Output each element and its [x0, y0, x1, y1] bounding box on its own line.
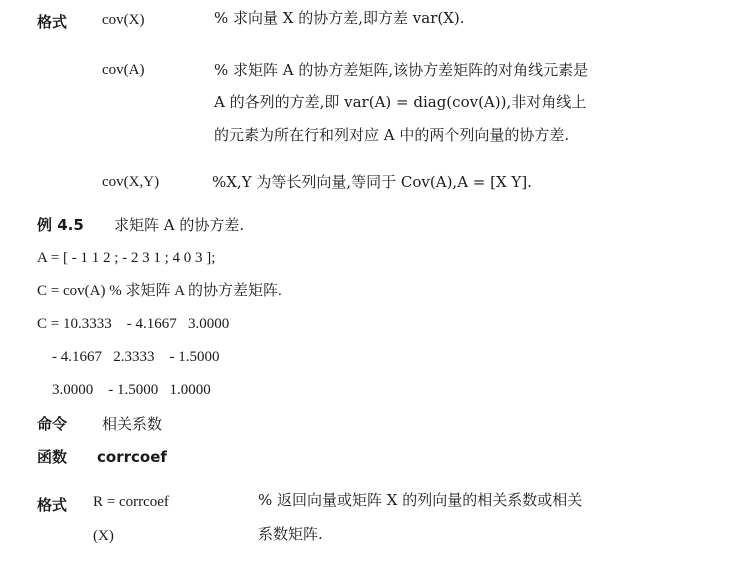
format-label-corrcoef: 格式: [37, 496, 68, 514]
cov-xy-desc: %X,Y 为等长列向量,等同于 Cov(A),A = [X Y].: [212, 173, 532, 191]
cov-a-desc-line-3: 的元素为所在行和列对应 A 中的两个列向量的协方差.: [214, 126, 570, 144]
corrcoef-syntax-line-1: R = corrcoef: [93, 494, 169, 510]
matrix-row-1: C = 10.3333 - 4.1667 3.0000: [37, 316, 230, 332]
format-label-cov: 格式: [37, 13, 68, 31]
corrcoef-syntax-line-2: (X): [93, 528, 114, 544]
command-label: 命令: [37, 415, 68, 433]
code-line-1: A = [ - 1 1 2 ; - 2 3 1 ; 4 0 3 ];: [37, 250, 216, 266]
cov-x-syntax: cov(X): [102, 12, 145, 28]
corrcoef-desc-line-1: % 返回向量或矩阵 X 的列向量的相关系数或相关: [258, 491, 583, 509]
function-value: corrcoef: [97, 448, 167, 466]
corrcoef-desc-line-2: 系数矩阵.: [258, 525, 323, 543]
cov-a-desc-line-2: A 的各列的方差,即 var(A) = diag(cov(A)),非对角线上: [214, 93, 587, 111]
cov-xy-syntax: cov(X,Y): [102, 174, 160, 190]
command-value: 相关系数: [102, 415, 163, 433]
code-line-2: C = cov(A) % 求矩阵 A 的协方差矩阵.: [37, 283, 282, 299]
cov-a-desc-line-1: % 求矩阵 A 的协方差矩阵,该协方差矩阵的对角线元素是: [214, 61, 589, 79]
function-label: 函数: [37, 448, 68, 466]
matrix-row-2: - 4.1667 2.3333 - 1.5000: [37, 349, 220, 365]
cov-a-syntax: cov(A): [102, 62, 145, 78]
example-label: 例 4.5: [37, 216, 84, 234]
matrix-row-3: 3.0000 - 1.5000 1.0000: [37, 382, 211, 398]
cov-x-desc: % 求向量 X 的协方差,即方差 var(X).: [214, 9, 465, 27]
example-title: 求矩阵 A 的协方差.: [114, 216, 245, 234]
